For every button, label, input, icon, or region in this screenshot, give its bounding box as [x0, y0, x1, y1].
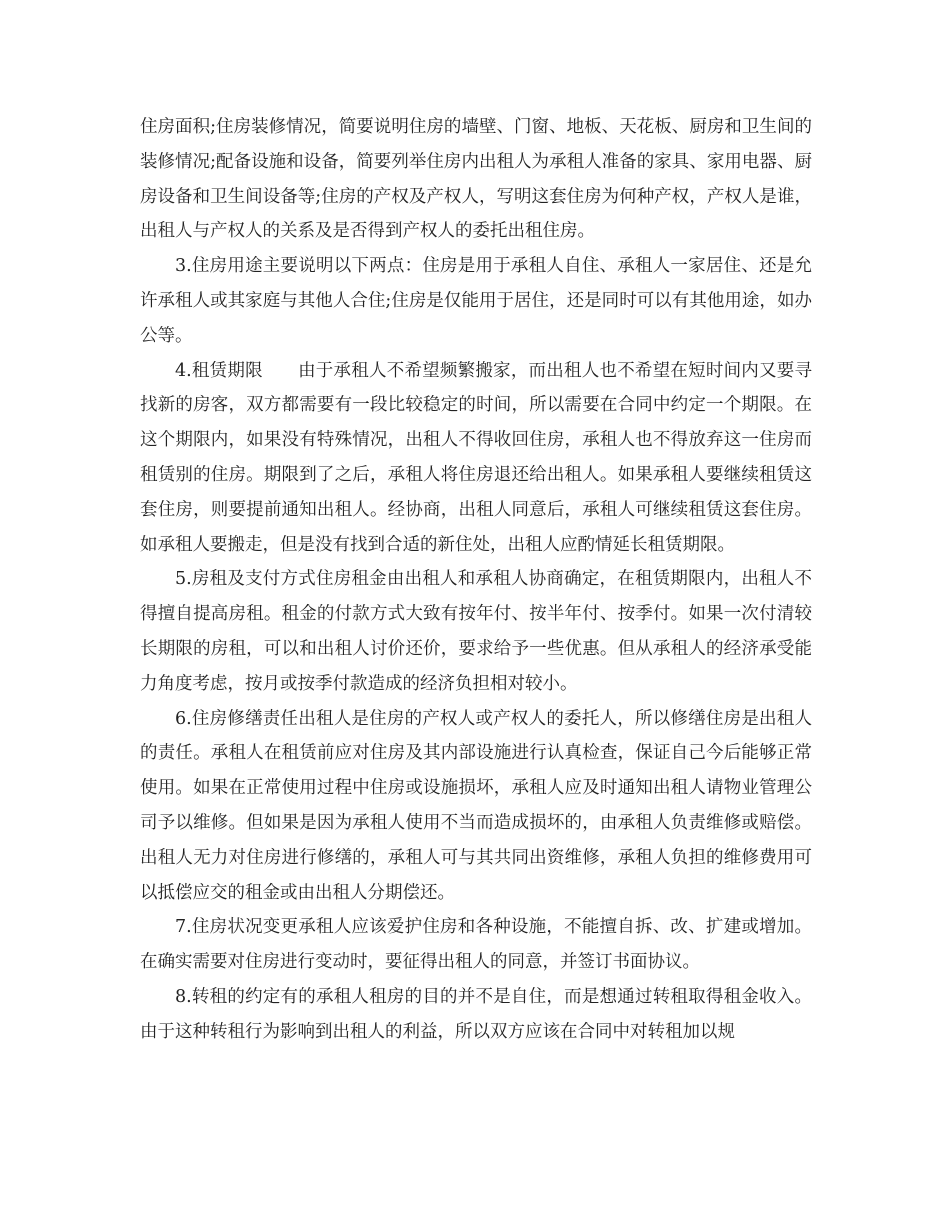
paragraph-housing-change: 7.住房状况变更承租人应该爱护住房和各种设施，不能擅自拆、改、扩建或增加。在确实需要对住房进行变动时，要征得出租人的同意，并签订书面协议。 — [140, 917, 812, 973]
paragraph-rent-payment: 5.房租及支付方式住房租金由出租人和承租人协商确定，在租赁期限内，出租人不得擅自提高房租。租金的付款方式大致有按年付、按半年付、按季付。如果一次付清较长期限的房租，可以和出租人讨价还价，要求给予一些优惠。但从承租人的经济承受能力角度考虑，按月或按季付款造成的经济负担相对较小。 — [140, 569, 812, 694]
lease-term-body: 由于承租人不希望频繁搬家，而出租人也不希望在短时间内又要寻找新的房客，双方都需要有一段比较稳定的时间，所以需要在合同中约定一个期限。在这个期限内，如果没有特殊情况，出租人不得收回住房，承租人也不得放弃这一住房而租赁别的住房。期限到了之后，承租人将住房退还给出租人。如果承租人要继续租赁这套住房，则要提前通知出租人。经协商，出租人同意后，承租人可继续租赁这套住房。如承租人要搬走，但是没有找到合适的新住处，出租人应酌情延长租赁期限。 — [140, 360, 812, 555]
paragraph-repair-responsibility: 6.住房修缮责任出租人是住房的产权人或产权人的委托人，所以修缮住房是出租人的责任。承租人在租赁前应对住房及其内部设施进行认真检查，保证自己今后能够正常使用。如果在正常使用过程中住房或设施损坏，承租人应及时通知出租人请物业管理公司予以维修。但如果是因为承租人使用不当而造成损坏的，由承租人负责维修或赔偿。出租人无力对住房进行修缮的，承租人可与其共同出资维修，承租人负担的维修费用可以抵偿应交的租金或由出租人分期偿还。 — [140, 708, 812, 903]
paragraph-continuation: 住房面积;住房装修情况，简要说明住房的墙壁、门窗、地板、天花板、厨房和卫生间的装修情况;配备设施和设备，简要列举住房内出租人为承租人准备的家具、家用电器、厨房设备和卫生间设备等;住房的产权及产权人，写明这套住房为何种产权，产权人是谁，出租人与产权人的关系及是否得到产权人的委托出租住房。 — [140, 117, 812, 242]
document-page — [140, 110, 812, 1050]
paragraph-sublease: 8.转租的约定有的承租人租房的目的并不是自住，而是想通过转租取得租金收入。由于这种转租行为影响到出租人的利益，所以双方应该在合同中对转租加以规 — [140, 986, 812, 1042]
lease-term-heading: 4.租赁期限 — [175, 360, 263, 381]
paragraph-lease-term — [140, 354, 812, 563]
paragraph-housing-use: 3.住房用途主要说明以下两点：住房是用于承租人自住、承租人一家居住、还是允许承租人或其家庭与其他人合住;住房是仅能用于居住，还是同时可以有其他用途，如办公等。 — [140, 256, 812, 346]
